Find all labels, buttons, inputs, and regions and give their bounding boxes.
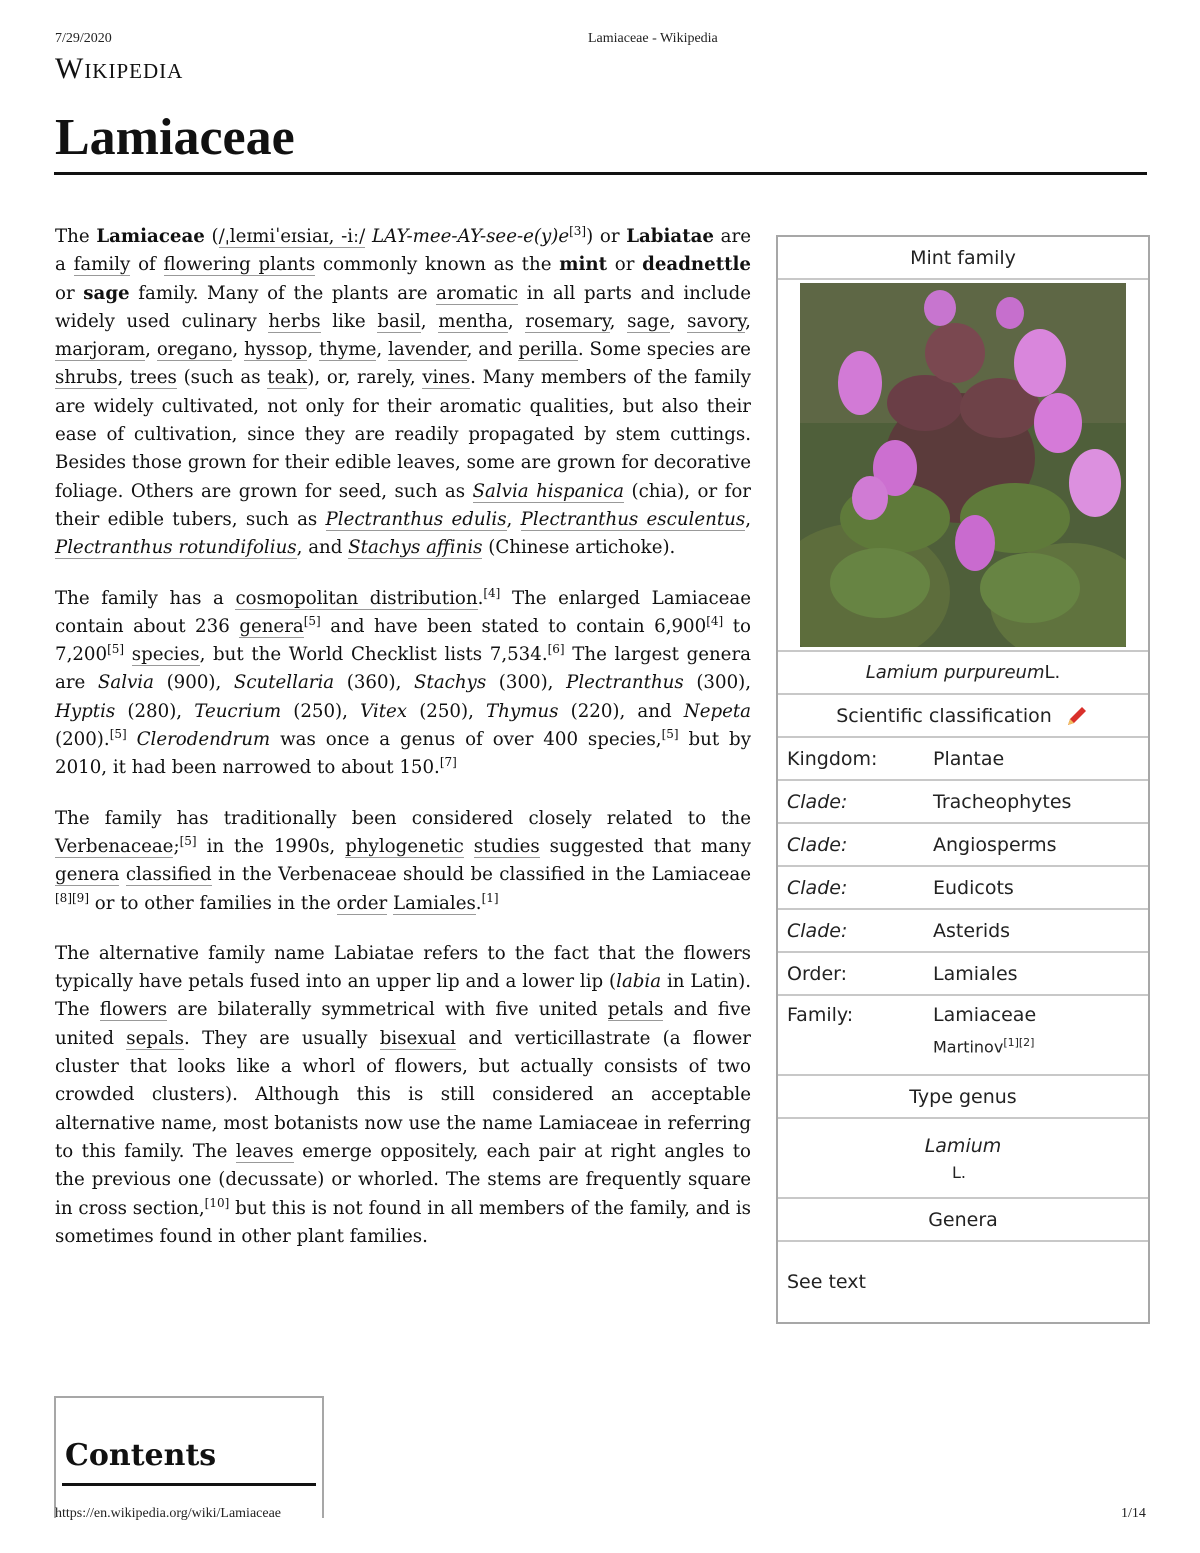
text: , — [307, 339, 320, 361]
text: , but the World Checklist lists 7,534. — [199, 644, 548, 666]
text: (200). — [55, 729, 110, 751]
paragraph-intro — [55, 223, 751, 563]
text: emerge oppositely, each pair at right angles to the previous one (decussate) or whorled. The stems are frequently square in cross section, — [55, 1140, 751, 1219]
ref-link[interactable]: [1] — [481, 890, 499, 905]
bold-term: sage — [83, 282, 130, 304]
rank-value[interactable]: Tracheophytes — [933, 790, 1072, 813]
genus-name: Stachys — [414, 672, 487, 694]
ref-link[interactable]: [4] — [706, 613, 724, 628]
text: and verticillastrate (a flower cluster that looks like a whorl of flowers, but actually consists of two crowded clusters). Although this is still considered an acceptable alternative name, most botanists now use the name Lamiaceae in referring to this family. The — [55, 1027, 751, 1162]
text: . — [477, 587, 484, 609]
print-page-title: Lamiaceae - Wikipedia — [588, 31, 718, 46]
bold-term: Labiatae — [626, 226, 714, 247]
genus-name: Hyptis — [55, 700, 116, 722]
link-cosmopolitan-distribution[interactable]: cosmopolitan distribution — [235, 587, 478, 609]
text — [464, 836, 474, 857]
text: The alternative family name Labiatae refers to the fact that the flowers typically have petals fused into an upper lip and a lower lip ( — [55, 942, 751, 993]
latin-term: labia — [616, 971, 662, 993]
type-genus-value — [778, 1119, 1148, 1199]
genus-name: Clerodendrum — [136, 729, 271, 751]
rank-value[interactable]: Asterids — [933, 919, 1011, 942]
text: suggested that many — [539, 835, 751, 857]
text: (300), — [486, 672, 567, 694]
text: , and — [296, 537, 349, 559]
text: (chia), or for their edible tubers, such as — [55, 480, 751, 530]
genus-name: Nepeta — [683, 700, 752, 722]
caption-author: L. — [1044, 662, 1061, 683]
taxobox-row-family — [778, 996, 1148, 1076]
text: , — [506, 508, 521, 530]
ref-link[interactable]: [4] — [483, 585, 501, 600]
print-date: 7/29/2020 — [55, 31, 112, 46]
text: family. Many of the plants are — [129, 282, 437, 304]
link-hyssop[interactable]: hyssop — [244, 339, 308, 361]
link-phylogenetic[interactable]: phylogenetic — [345, 835, 464, 857]
taxobox — [776, 235, 1150, 1324]
toc-box — [54, 1396, 324, 1518]
text: (such as — [176, 367, 268, 389]
text: in the Verbenaceae should be classified in the Lamiaceae — [211, 864, 751, 886]
type-genus-link[interactable]: Lamium — [924, 1134, 1002, 1157]
rank-label: Clade: — [787, 876, 848, 899]
text: (360), — [334, 672, 415, 694]
link-genera[interactable]: genera — [55, 864, 120, 886]
see-text-link[interactable]: See text — [787, 1271, 866, 1293]
text: ), or, rarely, — [307, 367, 423, 389]
link-perilla[interactable]: perilla — [518, 339, 578, 361]
text: The enlarged Lamiaceae contain about 236 — [55, 587, 752, 637]
link-thyme[interactable]: thyme — [319, 339, 377, 361]
link-flowers[interactable]: flowers — [99, 999, 168, 1021]
link-sage[interactable]: sage — [627, 310, 670, 332]
ref-link[interactable]: [10] — [204, 1195, 230, 1210]
text: in all parts and include widely used culinary — [55, 282, 751, 332]
taxobox-row-order — [778, 953, 1148, 996]
text: and have been stated to contain 6,900 — [320, 615, 707, 637]
ref-link[interactable]: [5] — [109, 726, 127, 741]
family-value-cell — [933, 996, 1148, 1056]
ref-link[interactable]: [6] — [547, 642, 565, 657]
text: , — [745, 508, 751, 530]
text: (250), — [281, 700, 361, 722]
text: or — [607, 254, 643, 276]
text: commonly known as the — [315, 254, 560, 276]
respelling: LAY-mee-AY-see-e(y)e — [372, 226, 570, 247]
link-salvia-hispanica[interactable]: Salvia hispanica — [472, 480, 624, 502]
text: , — [669, 310, 688, 332]
genus-name: Teucrium — [194, 700, 282, 722]
ref-link[interactable]: [5] — [661, 726, 679, 741]
toc-title: Contents — [65, 1438, 217, 1473]
ref-link[interactable]: [3] — [569, 223, 587, 238]
link-stachys-affinis[interactable]: Stachys affinis — [348, 537, 483, 559]
text: (250), — [407, 700, 487, 722]
genera-header — [778, 1199, 1148, 1242]
taxobox-row-clade — [778, 910, 1148, 953]
text: , — [232, 339, 245, 361]
link-rosemary[interactable]: rosemary — [525, 310, 610, 332]
text: (280), — [115, 700, 195, 722]
taxobox-photo[interactable] — [778, 280, 1148, 652]
text: like — [320, 310, 378, 332]
link-plectranthus-rotundifolius[interactable]: Plectranthus rotundifolius — [55, 537, 297, 559]
link-sepals[interactable]: sepals — [126, 1027, 185, 1049]
text: The family has traditionally been considered closely related to the — [55, 807, 751, 829]
family-authority — [933, 1036, 1148, 1056]
link-lavender[interactable]: lavender — [388, 339, 467, 361]
link-aromatic[interactable]: aromatic — [436, 282, 519, 304]
text: , — [420, 310, 439, 332]
ref-link[interactable]: [5] — [107, 642, 125, 657]
genera-header-text: Genera — [928, 1208, 998, 1231]
ref-link[interactable]: [1][2] — [1003, 1036, 1035, 1049]
paragraph-distribution — [55, 585, 751, 783]
page-title: Lamiaceae — [55, 109, 295, 166]
title-rule — [54, 172, 1147, 175]
text — [119, 864, 125, 885]
text: , and — [466, 339, 519, 361]
paragraph-relationships — [55, 805, 751, 918]
link-herbs[interactable]: herbs — [268, 310, 321, 332]
taxobox-caption — [778, 652, 1148, 695]
rank-label: Clade: — [787, 790, 848, 813]
text: was once a genus of over 400 species, — [270, 729, 662, 751]
ref-link[interactable]: [5] — [179, 833, 197, 848]
text: , — [117, 367, 130, 389]
genus-name: Vitex — [360, 700, 408, 722]
rank-label: Clade: — [787, 919, 848, 942]
rank-value[interactable]: Angiosperms — [933, 833, 1057, 856]
authority-name[interactable]: Martinov — [933, 1037, 1004, 1057]
text — [127, 729, 137, 750]
link-lamiales[interactable]: Lamiales — [393, 892, 476, 914]
text: . They are usually — [184, 1027, 380, 1049]
text: , — [145, 339, 157, 361]
link-vines[interactable]: vines — [422, 367, 471, 389]
ref-link[interactable]: [5] — [303, 613, 321, 628]
article-body — [55, 223, 751, 1273]
text: . — [475, 892, 482, 914]
lamium-flower-image[interactable] — [800, 283, 1126, 647]
text: , — [745, 310, 751, 332]
taxobox-row-clade — [778, 867, 1148, 910]
text: , — [609, 310, 628, 332]
caption-species: Lamium purpureum — [865, 662, 1045, 683]
text: ) or — [586, 226, 627, 247]
taxobox-row-clade — [778, 824, 1148, 867]
link-leaves[interactable]: leaves — [235, 1140, 294, 1162]
link-genera[interactable]: genera — [239, 615, 304, 637]
text: to 7,200 — [55, 615, 751, 666]
link-classified[interactable]: classified — [125, 864, 212, 886]
text: in the 1990s, — [196, 835, 346, 857]
paragraph-labiatae — [55, 940, 751, 1251]
text: , — [376, 339, 389, 361]
link-oregano[interactable]: oregano — [156, 339, 233, 361]
ipa-link[interactable]: /ˌleɪmiˈeɪsiaɪ, -iː/ — [218, 226, 366, 247]
link-species[interactable]: species — [131, 644, 200, 666]
link-plectranthus-edulis[interactable]: Plectranthus edulis — [325, 508, 507, 530]
scientific-classification-label: Scientific classification — [836, 704, 1052, 727]
genus-name: Plectranthus — [566, 672, 684, 694]
print-page-number: 1/14 — [1121, 1506, 1146, 1521]
rank-value[interactable]: Eudicots — [933, 876, 1014, 899]
taxobox-row-kingdom — [778, 738, 1148, 781]
text: . Many members of the family are widely cultivated, not only for their aromatic qualities, but also their ease of cultivation, since they are readily propagated by stem cuttings. Besides those grown for their edible leaves, some are grown for decorative foliage. Others are grown for seed, such as — [55, 367, 751, 502]
scientific-classification-header — [778, 695, 1148, 738]
link-savory[interactable]: savory — [687, 310, 746, 332]
text: , — [507, 310, 526, 332]
edit-pencil-icon[interactable] — [1064, 703, 1090, 729]
link-petals[interactable]: petals — [607, 999, 664, 1021]
wikipedia-logo[interactable] — [55, 52, 183, 86]
link-family[interactable]: family — [73, 254, 131, 276]
text: The largest genera are — [55, 644, 751, 694]
print-url: https://en.wikipedia.org/wiki/Lamiaceae — [55, 1506, 282, 1521]
link-marjoram[interactable]: marjoram — [55, 339, 146, 361]
taxobox-title-text: Mint family — [910, 246, 1016, 269]
genus-name: Thymus — [486, 700, 559, 722]
text: or — [55, 282, 84, 304]
ref-link[interactable]: [8][9] — [55, 890, 89, 905]
genus-name: Scutellaria — [233, 672, 335, 694]
rank-label: Clade: — [787, 833, 848, 856]
text: are bilaterally symmetrical with five united — [167, 999, 608, 1021]
link-trees[interactable]: trees — [129, 367, 177, 389]
text — [124, 644, 132, 665]
link-shrubs[interactable]: shrubs — [55, 367, 118, 389]
rank-value[interactable]: Lamiales — [933, 962, 1018, 985]
text: (Chinese artichoke). — [482, 537, 676, 559]
text: (300), — [683, 672, 752, 694]
genus-name: Salvia — [97, 672, 154, 694]
text: The — [55, 226, 97, 247]
wikipedia-logo-text: Wikipedia — [55, 52, 184, 85]
text: (220), and — [558, 700, 684, 722]
text: but this is not found in all members of the family, and is sometimes found in other plant families. — [55, 1197, 751, 1247]
text: . Some species are — [577, 339, 751, 361]
rank-value: Lamiaceae — [933, 1004, 1037, 1026]
text: or to other families in the — [89, 892, 337, 914]
ref-link[interactable]: [7] — [439, 755, 457, 770]
text: in Latin). The — [55, 971, 751, 1021]
rank-label: Kingdom: — [787, 747, 878, 770]
genera-value — [778, 1242, 1148, 1322]
rank-label: Order: — [787, 962, 848, 985]
link-teak[interactable]: teak — [267, 367, 308, 389]
taxobox-title — [778, 237, 1148, 280]
text: (900), — [153, 672, 234, 694]
rank-value[interactable]: Plantae — [933, 747, 1005, 770]
type-genus-header-text: Type genus — [909, 1085, 1017, 1108]
text: The family has a — [55, 587, 236, 609]
rank-label: Family: — [787, 1004, 854, 1026]
text: and five united — [55, 999, 752, 1049]
text: are a — [55, 226, 751, 276]
text: ; — [173, 835, 180, 857]
text: ( — [204, 226, 219, 247]
link-bisexual[interactable]: bisexual — [379, 1027, 456, 1049]
taxobox-row-clade — [778, 781, 1148, 824]
link-verbenaceae[interactable]: Verbenaceae — [55, 835, 174, 857]
text: of — [130, 254, 164, 276]
bold-term: deadnettle — [642, 254, 752, 276]
link-plectranthus-esculentus[interactable]: Plectranthus esculentus — [520, 508, 746, 530]
type-genus-authority[interactable]: L. — [952, 1162, 966, 1182]
link-order[interactable]: order — [336, 892, 388, 914]
toc-title-rule — [62, 1483, 316, 1486]
link-flowering-plants[interactable]: flowering plants — [163, 254, 316, 276]
link-studies[interactable]: studies — [473, 835, 540, 857]
bold-term: Lamiaceae — [96, 226, 205, 247]
text: but by 2010, it had been narrowed to about 150. — [55, 729, 751, 779]
text — [365, 226, 372, 247]
link-basil[interactable]: basil — [377, 310, 421, 332]
link-mentha[interactable]: mentha — [438, 310, 508, 332]
bold-term: mint — [559, 254, 607, 276]
type-genus-header — [778, 1076, 1148, 1119]
